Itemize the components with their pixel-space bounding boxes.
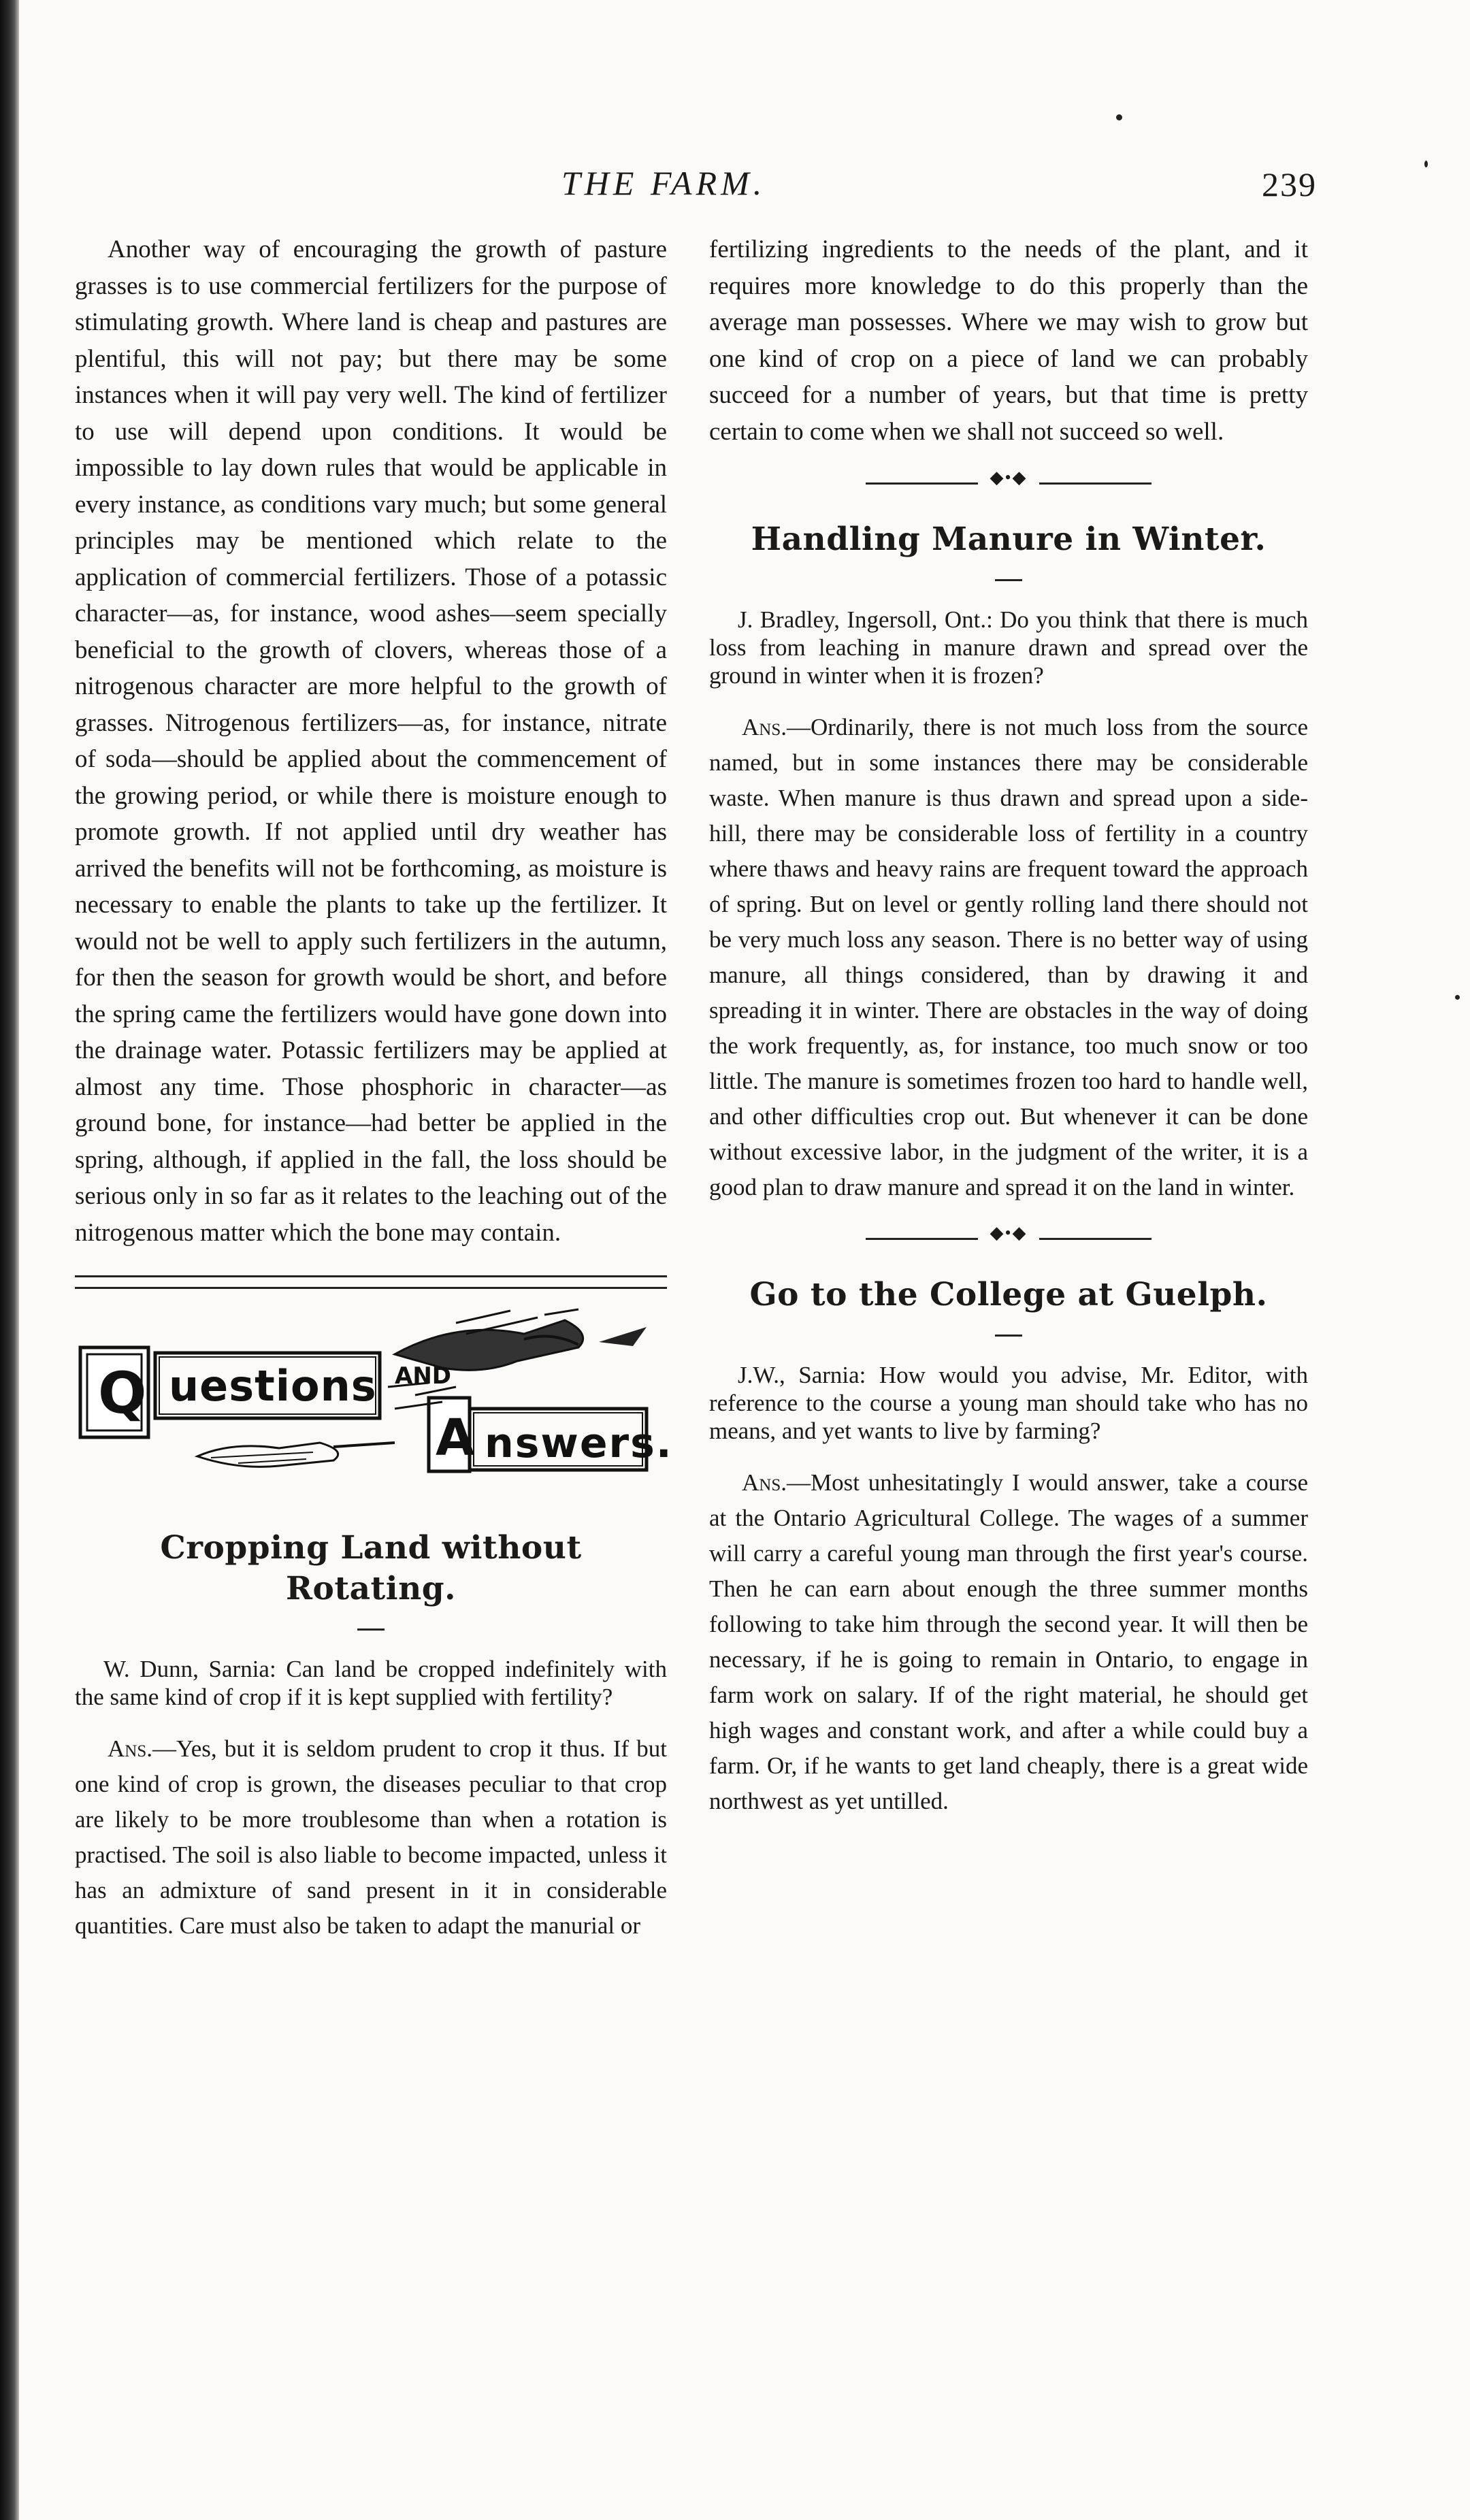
heading-rule: [995, 579, 1022, 581]
ornament-divider: [866, 468, 1152, 489]
book-spine-shadow: [0, 0, 19, 2520]
page-number: 239: [1262, 165, 1317, 203]
pasture-fertilizer-paragraph: Another way of encouraging the growth of pasture grasses is to use commercial fertilizers for the purpose of stimulating growth. Where land is cheap and pastures are plentiful, this will not pay; but there may be some instances when it will pay very well. The kind of fertilizer to use will depend upon conditions. It would be impossible to lay down rules that would be applicable in every instance, as conditions vary much; but some general principles may be mentioned which relate to the application of commercial fertilizers. Those of a potassic character—as, for instance, wood ashes—seem specially beneficial to the growth of clovers, whereas those of a nitrogenous character are more helpful to the growth of grasses. Nitrogenous fertilizers—as, for instance, nitrate of soda—should be applied about the commencement of the growing period, or while there is moisture enough to promote growth. If not applied until dry weather has arrived the benefits will not be forthcoming, as moisture is necessary to enable the plants to take up the fertilizer. It would not be well to apply such fertilizers in the autumn, for then the season for growth would be short, and before the spring came the fertilizers would have gone down into the drainage water. Potassic fertilizers may be applied at almost any time. Those phosphoric in character—as ground bone, for instance—had better be applied in the spring, although, if applied in the fall, the loss should be serious only in so far as it relates to the leaching out of the nitrogenous matter which the bone may contain.: [75, 235, 667, 1247]
manure-answer-text: —Ordinarily, there is not much loss from the source named, but in some instances there may be considerable waste. When manure is thus drawn and spread upon a side-hill, there may be considerable loss of fertility in a country where thaws and heavy rains are frequent toward the approach of spring. But on level or gently rolling land there should not be very much loss any season. There is no better way of using manure, all things considered, than by drawing it and spreading it in winter. There are obstacles in the way of doing the work frequently, as, for instance, too much snow or too little. The manure is sometimes frozen too hard to handle well, and other difficulties crop out. But whenever it can be done without excessive labor, in the judgment of the writer, it is a good plan to draw manure and spread it on the land in winter.: [709, 714, 1308, 1200]
ornament-divider: [866, 1223, 1152, 1245]
divider-line-right: [1039, 482, 1152, 485]
college-heading: Go to the College at Guelph.: [749, 1276, 1268, 1313]
college-question: J.W., Sarnia: How would you advise, Mr. Editor, with reference to the course a young man should take who has no means, and yet wants to live by farming?: [709, 1362, 1308, 1444]
heading-rule: [357, 1629, 385, 1631]
banner-and-word: AND: [395, 1362, 451, 1390]
banner-answers-word: nswers.: [485, 1420, 673, 1467]
banner-answers-initial: A: [436, 1409, 476, 1467]
divider-line-left: [866, 482, 978, 485]
right-column: [709, 231, 1308, 1819]
section-divider: [75, 1275, 667, 1289]
college-answer: [709, 1465, 1308, 1819]
questions-and-answers-banner: [75, 1307, 673, 1501]
banner-questions-initial: Q: [98, 1360, 148, 1426]
cropping-answer-continued: fertilizing ingredients to the needs of the plant, and it requires more knowledge to do this properly than the average man possesses. Where we may wish to grow but one kind of crop on a piece of land we can probably succeed for a number of years, but that time is pretty certain to come when we shall not succeed so well.: [709, 235, 1308, 446]
answer-label: Ans.: [108, 1735, 152, 1762]
banner-questions-word: uestions: [169, 1361, 377, 1411]
ink-speck: [1424, 161, 1428, 167]
college-answer-text: —Most unhesitatingly I would answer, take a course at the Ontario Agricultural College. The wages of a summer will carry a careful young man through the first year's course. Then he can earn about enough the three summer months following to take him through the second year. It will then be necessary, if he is going to remain in Ontario, to engage in farm work on salary. If of the right material, he should get high wages and constant work, and after a while could buy a farm. Or, if he wants to get land cheaply, there is a great wide northwest as yet untilled.: [709, 1469, 1308, 1814]
manure-question: J. Bradley, Ingersoll, Ont.: Do you think that there is much loss from leaching in manure drawn and spread over the ground in winter when it is frozen?: [709, 606, 1308, 689]
divider-ornament: ◆•◆: [990, 468, 1028, 487]
running-title: THE FARM.: [561, 164, 766, 202]
manure-answer: [709, 710, 1308, 1205]
answer-label: Ans.: [742, 1469, 787, 1496]
divider-line-right: [1039, 1238, 1152, 1240]
ink-speck: [1455, 995, 1460, 1000]
answer-label: Ans.: [742, 714, 787, 740]
manure-heading: Handling Manure in Winter.: [751, 521, 1267, 558]
heading-rule: [995, 1335, 1022, 1337]
left-column: [75, 231, 673, 1944]
cropping-heading: Cropping Land without Rotating.: [160, 1529, 582, 1607]
divider-ornament: ◆•◆: [990, 1223, 1028, 1243]
cropping-question: W. Dunn, Sarnia: Can land be cropped indefinitely with the same kind of crop if it is kept supplied with fertility?: [75, 1656, 667, 1710]
page-header: [71, 163, 1317, 204]
cropping-answer-text: —Yes, but it is seldom prudent to crop it thus. If but one kind of crop is grown, the diseases peculiar to that crop are likely to be more troublesome than when a rotation is practised. The soil is also liable to become impacted, unless it has an admixture of sand present in it in considerable quantities. Care must also be taken to adapt the manurial or: [75, 1735, 667, 1939]
ink-speck: [1116, 114, 1122, 120]
divider-line-left: [866, 1238, 978, 1240]
cropping-answer: [75, 1731, 667, 1944]
